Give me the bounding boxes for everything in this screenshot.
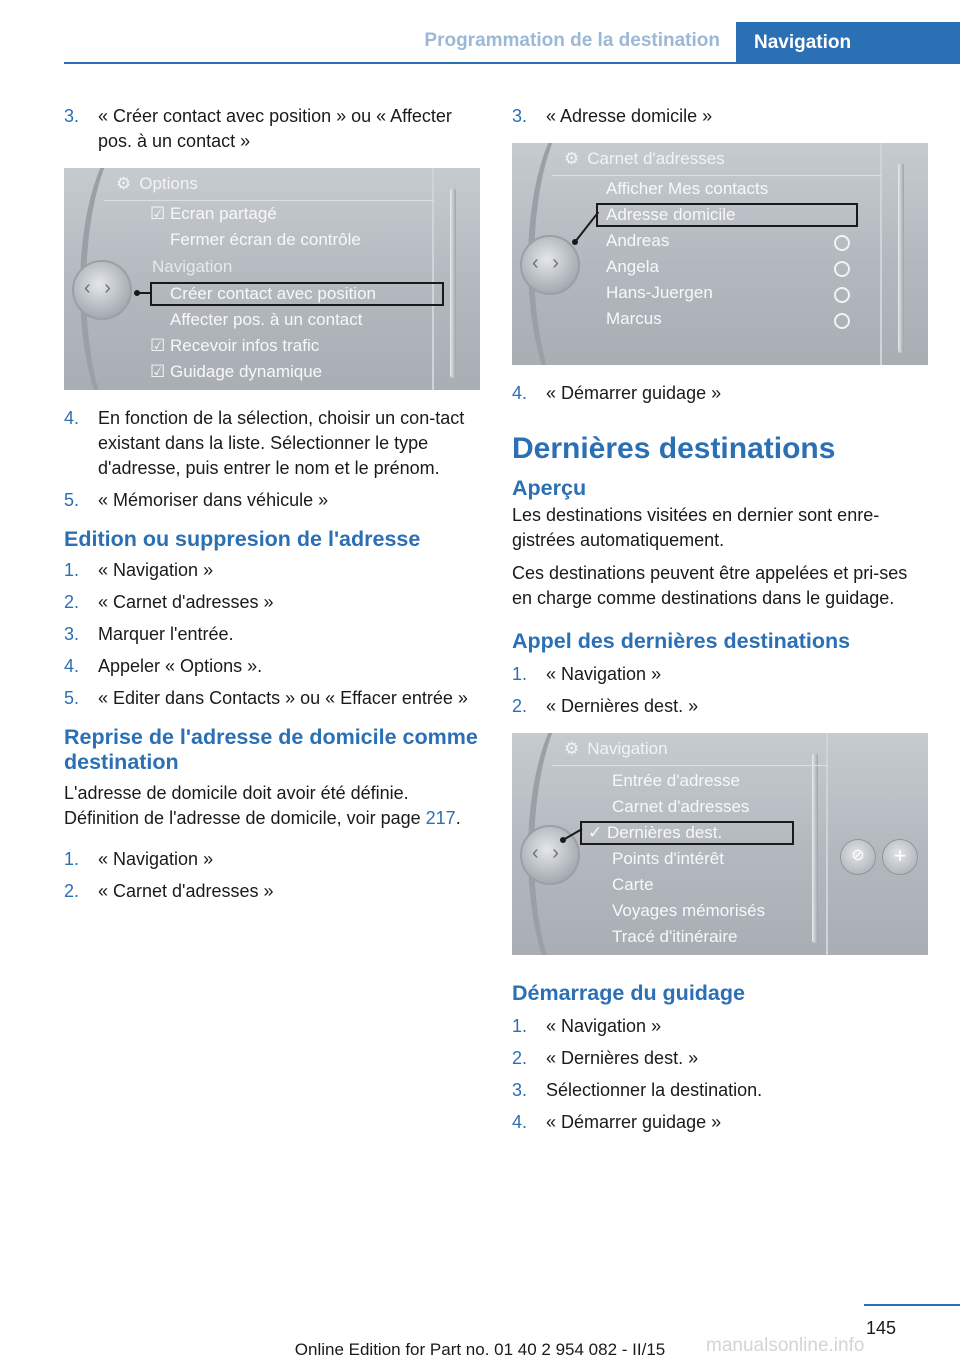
list-item — [64, 406, 480, 481]
step-number: 2. — [64, 592, 80, 612]
screen-title: ⚙ Options — [116, 174, 198, 193]
menu-item-selected: Adresse domicile — [606, 205, 736, 224]
menu-section-label: Navigation — [152, 257, 233, 276]
menu-item: Points d'intérêt — [612, 849, 724, 868]
screen-options — [64, 168, 480, 390]
contact-navigate-icon — [834, 313, 850, 329]
checkbox-icon: ☑ — [150, 336, 170, 355]
menu-item: Entrée d'adresse — [612, 771, 740, 790]
list-item — [512, 1078, 928, 1103]
scrollbar-track — [898, 163, 904, 353]
step-number: 1. — [512, 1016, 528, 1036]
step-number: 4. — [64, 656, 80, 676]
list-item — [64, 686, 480, 711]
title-divider — [552, 765, 828, 766]
step-number: 5. — [64, 490, 80, 510]
heading-appel: Appel des dernières destinations — [512, 629, 851, 653]
header-section-title: Programmation de la destination — [424, 30, 720, 51]
paragraph: L'adresse de domicile doit avoir été définie. — [64, 783, 409, 803]
step-number: 4. — [512, 383, 528, 403]
step-text: Sélectionner la destination. — [546, 1080, 763, 1100]
screen-divider — [826, 733, 828, 955]
list-item — [512, 104, 928, 129]
heading-dernieres-destinations: Dernières destinations — [512, 432, 836, 465]
menu-item-selected: Créer contact avec position — [170, 284, 376, 303]
page-reference-link[interactable]: 217 — [425, 808, 456, 828]
heading-reprise: Reprise de l'adresse de domicile comme destination — [64, 725, 478, 774]
navigation-icon: ⚙ — [564, 739, 580, 758]
heading-edition: Edition ou suppresion de l'adresse — [64, 527, 421, 551]
step-number: 3. — [512, 1080, 528, 1100]
menu-item: Angela — [606, 257, 659, 276]
plus-icon: + — [882, 839, 918, 875]
step-number: 1. — [512, 664, 528, 684]
selection-box — [580, 821, 794, 845]
contact-navigate-icon — [834, 287, 850, 303]
left-column — [64, 104, 480, 911]
options-icon: ⚙ — [116, 174, 132, 193]
list-item — [512, 381, 928, 406]
step-number: 4. — [512, 1112, 528, 1132]
menu-item: Carnet d'adresses — [612, 797, 750, 816]
step-text: « Créer contact avec position » ou « Affecter pos. à un contact » — [98, 106, 452, 151]
list-item — [64, 488, 480, 513]
step-text: « Dernières dest. » — [546, 1048, 699, 1068]
title-divider — [552, 175, 882, 176]
contact-navigate-icon — [834, 235, 850, 251]
edition-line: Online Edition for Part no. 01 40 2 954 082 - II/15 — [294, 1340, 666, 1359]
list-item — [512, 1046, 928, 1071]
watermark: manualsonline.info — [706, 1335, 865, 1356]
callout-line — [137, 292, 151, 294]
step-number: 3. — [512, 106, 528, 126]
step-number: 2. — [512, 1048, 528, 1068]
menu-item: Andreas — [606, 231, 670, 250]
menu-item-selected: ✓ Dernières dest. — [588, 823, 723, 842]
screen-title: ⚙ Carnet d'adresses — [564, 149, 725, 168]
step-text: En fonction de la sélection, choisir un con-tact existant dans la liste. Sélectionner le type d'adresse, puis entrer le nom et le prénom. — [98, 408, 465, 478]
list-item — [64, 558, 480, 583]
screen-navigation — [512, 733, 928, 955]
paragraph: Définition de l'adresse de domicile, voir page 217. — [64, 808, 461, 828]
list-item — [64, 104, 480, 154]
heading-demarrage: Démarrage du guidage — [512, 981, 745, 1005]
step-text: « Carnet d'adresses » — [98, 881, 274, 901]
controller-knob-icon — [72, 260, 132, 320]
list-item — [512, 1014, 928, 1039]
selection-box — [150, 282, 444, 306]
scrollbar-track — [450, 188, 456, 378]
checkmark-icon: ✓ — [588, 823, 607, 842]
step-text: « Dernières dest. » — [546, 696, 699, 716]
step-number: 2. — [512, 696, 528, 716]
step-text: « Navigation » — [546, 664, 662, 684]
map-view-icon: ⊘ — [840, 839, 876, 875]
header-rule — [64, 62, 960, 64]
screen-address-book — [512, 143, 928, 365]
menu-item: Marcus — [606, 309, 662, 328]
menu-item: ☑ Ecran partagé — [150, 204, 277, 223]
step-text: « Adresse domicile » — [546, 106, 713, 126]
right-column — [512, 104, 928, 1142]
list-item — [64, 622, 480, 647]
paragraph: Les destinations visitées en dernier sont enre-gistrées automatiquement. — [512, 505, 880, 550]
screen-title: ⚙ Navigation — [564, 739, 668, 758]
screen-divider — [880, 143, 882, 365]
paragraph: Ces destinations peuvent être appelées et pri-ses en charge comme destinations dans le guidage. — [512, 563, 908, 608]
step-text: « Mémoriser dans véhicule » — [98, 490, 329, 510]
step-number: 1. — [64, 560, 80, 580]
step-text: « Démarrer guidage » — [546, 383, 722, 403]
step-number: 2. — [64, 881, 80, 901]
title-divider — [104, 200, 434, 201]
screen-divider — [432, 168, 434, 390]
step-text: Appeler « Options ». — [98, 656, 263, 676]
footer-rule — [864, 1304, 960, 1306]
list-item — [512, 1110, 928, 1135]
list-item — [64, 590, 480, 615]
menu-item: Voyages mémorisés — [612, 901, 766, 920]
step-number: 3. — [64, 106, 80, 126]
step-text: « Démarrer guidage » — [546, 1112, 722, 1132]
step-text: « Navigation » — [546, 1016, 662, 1036]
checkbox-icon: ☑ — [150, 204, 170, 223]
controller-knob-icon — [520, 235, 580, 295]
menu-item: Affecter pos. à un contact — [170, 310, 363, 329]
menu-item: ☑ Guidage dynamique — [150, 362, 323, 381]
step-text: Marquer l'entrée. — [98, 624, 234, 644]
step-text: « Carnet d'adresses » — [98, 592, 274, 612]
selection-box — [596, 203, 858, 227]
step-number: 3. — [64, 624, 80, 644]
header-chapter-tab: Navigation — [736, 22, 960, 62]
contact-navigate-icon — [834, 261, 850, 277]
heading-apercu: Aperçu — [512, 476, 587, 500]
step-text: « Navigation » — [98, 560, 214, 580]
list-item — [512, 662, 928, 687]
step-number: 5. — [64, 688, 80, 708]
page-number: 145 — [865, 1318, 896, 1338]
address-book-icon: ⚙ — [564, 149, 580, 168]
menu-item: Fermer écran de contrôle — [170, 230, 361, 249]
menu-item: Carte — [612, 875, 654, 894]
step-number: 1. — [64, 849, 80, 869]
list-item — [64, 847, 480, 872]
menu-item: Afficher Mes contacts — [606, 179, 769, 198]
step-text: « Editer dans Contacts » ou « Effacer entrée » — [98, 688, 468, 708]
step-number: 4. — [64, 408, 80, 428]
step-text: « Navigation » — [98, 849, 214, 869]
menu-item: Hans-Juergen — [606, 283, 713, 302]
scrollbar-track — [812, 753, 818, 943]
list-item — [512, 694, 928, 719]
menu-item: ☑ Recevoir infos trafic — [150, 336, 320, 355]
menu-item: Tracé d'itinéraire — [612, 927, 738, 946]
checkbox-icon: ☑ — [150, 362, 170, 381]
list-item — [64, 879, 480, 904]
list-item — [64, 654, 480, 679]
